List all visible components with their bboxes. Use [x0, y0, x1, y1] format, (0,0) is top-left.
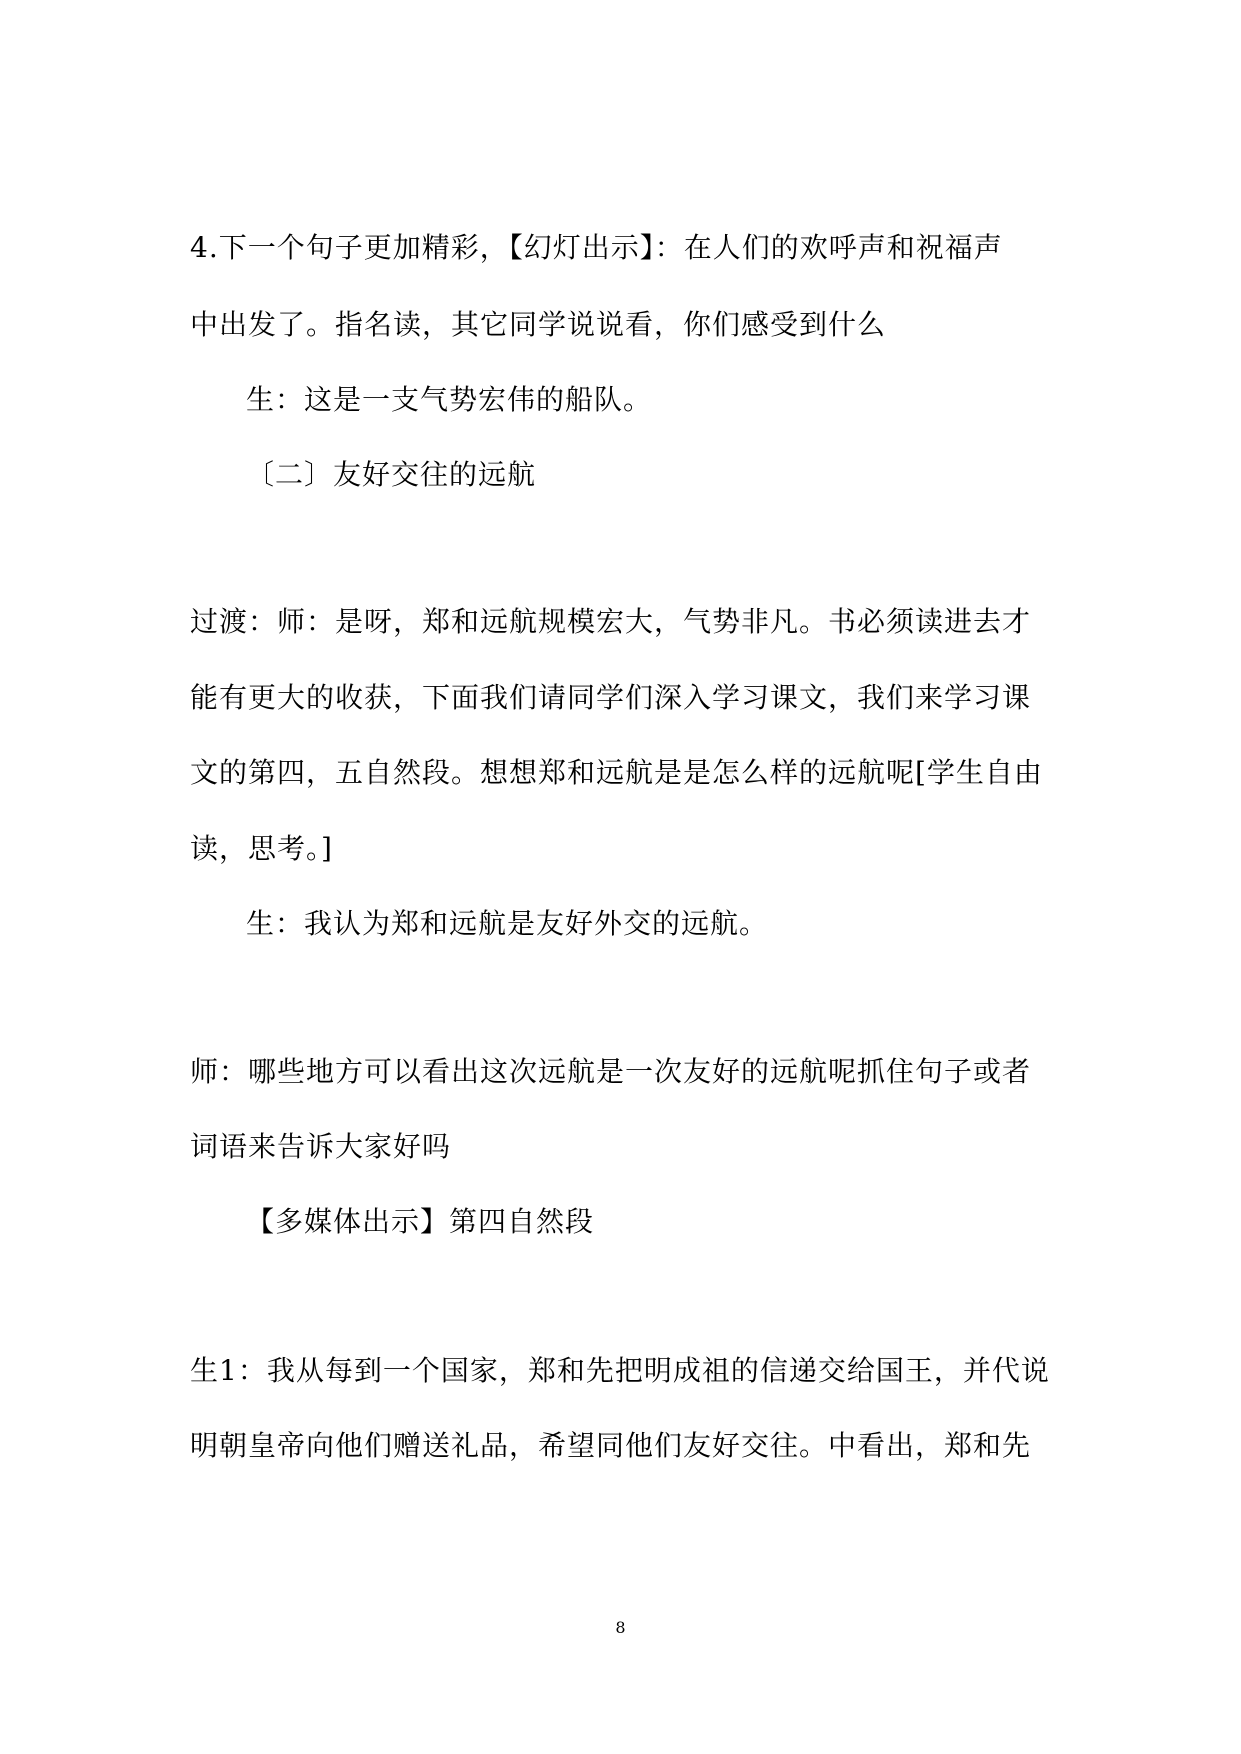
paragraph-line: 生：这是一支气势宏伟的船队。 [246, 383, 653, 416]
paragraph-line: 文的第四，五自然段。想想郑和远航是是怎么样的远航呢[学生自由 [190, 756, 1043, 789]
paragraph-line: 生：我认为郑和远航是友好外交的远航。 [246, 907, 769, 940]
paragraph-line: 过渡：师：是呀，郑和远航规模宏大，气势非凡。书必须读进去才 [190, 605, 1032, 638]
paragraph-line: 能有更大的收获，下面我们请同学们深入学习课文，我们来学习课 [190, 681, 1032, 714]
paragraph-line: 师：哪些地方可以看出这次远航是一次友好的远航呢抓住句子或者 [190, 1055, 1032, 1088]
paragraph-line: 读，思考。] [190, 832, 333, 865]
paragraph-line: 明朝皇帝向他们赠送礼品，希望同他们友好交往。中看出，郑和先 [190, 1429, 1032, 1462]
section-heading: 〔二〕友好交往的远航 [246, 458, 537, 491]
paragraph-line: 4.下一个句子更加精彩，【幻灯出示】：在人们的欢呼声和祝福声 [190, 231, 1003, 264]
paragraph-line: 中出发了。指名读，其它同学说说看，你们感受到什么 [190, 308, 887, 341]
paragraph-line: 词语来告诉大家好吗 [190, 1130, 452, 1163]
page-number: 8 [615, 1618, 626, 1637]
paragraph-line: 【多媒体出示】第四自然段 [246, 1205, 595, 1238]
paragraph-line: 生1：我从每到一个国家，郑和先把明成祖的信递交给国王，并代说 [190, 1354, 1050, 1387]
